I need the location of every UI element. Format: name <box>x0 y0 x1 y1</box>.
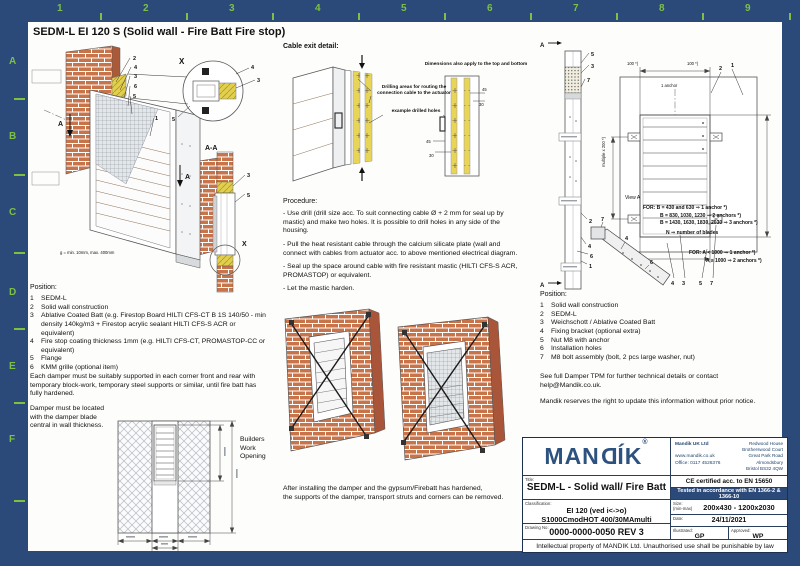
anchor-rule-note-2 <box>689 250 762 265</box>
callout-2: 2 <box>719 66 723 72</box>
page-title: SEDM-L EI 120 S (Solid wall - Fire Batt Fire stop) <box>33 26 286 38</box>
ruler-col-label: 3 <box>229 3 235 14</box>
callout-4: 4 <box>588 244 592 250</box>
list-item <box>540 337 788 346</box>
approved-cell <box>729 527 787 539</box>
procedure-step: - Let the mastic harden. <box>283 285 355 293</box>
ruler-tick <box>100 13 102 20</box>
list-item <box>540 354 788 363</box>
mandik-logo: MANDÍK® <box>544 439 649 469</box>
list-item <box>30 295 270 304</box>
address-line: Bristol BS32 4QW <box>745 465 783 471</box>
callout-3: 3 <box>257 78 261 84</box>
item-text: Weichschott / Ablative Coated Batt <box>551 319 656 327</box>
date-label: Date: <box>673 516 684 521</box>
address-line: Great Park Road <box>748 453 783 459</box>
callout-7: 7 <box>601 217 605 223</box>
section-arrow-label-a: A <box>185 174 191 181</box>
view-arrow-label-a: A <box>540 283 545 289</box>
item-number: 4 <box>540 327 544 335</box>
right-position-list <box>540 302 788 362</box>
item-text: Flange <box>41 355 62 363</box>
anchor-rule-line: FOR: B = 430 and 630 ⇒ 1 anchor *) <box>643 205 728 211</box>
sheet-content <box>28 22 782 551</box>
ruler-col-label: 6 <box>487 3 493 14</box>
list-item <box>30 312 270 338</box>
list-item <box>540 319 788 328</box>
tested-cell <box>671 488 787 500</box>
size-value: 200x430 - 1200x2030 <box>703 502 775 512</box>
procedure-step: - Seal up the space around cable with fire resistant mastic (HILTI CFS-S ACR, PROMASTOP) or equivalent. <box>283 263 518 279</box>
classification-cell <box>523 500 671 524</box>
drawing-no-cell <box>523 524 671 539</box>
address-line: Brotherswood Court <box>742 447 783 453</box>
illustrated-value: GP <box>694 532 705 540</box>
cable-exit-heading: Cable exit detail: <box>283 43 339 50</box>
callout-3: 3 <box>134 74 138 80</box>
approved-label: Approved: <box>731 528 751 533</box>
contact-cell <box>671 438 787 476</box>
drawing-title-cell <box>523 476 671 500</box>
ruler-tick <box>186 13 188 20</box>
section-a-a-label: A-A <box>205 145 218 152</box>
dim-100: 100 *) <box>627 61 639 66</box>
ruler-tick <box>272 13 274 20</box>
left-position-list <box>30 295 270 373</box>
callout-6: 6 <box>650 260 654 266</box>
right-position-heading: Position: <box>540 291 567 298</box>
callout-3: 3 <box>247 173 251 179</box>
ruler-row-label: C <box>9 207 17 218</box>
ruler-tick <box>14 402 25 404</box>
item-number: 5 <box>30 355 34 363</box>
ruler-tick <box>14 328 25 330</box>
procedure-step: - Pull the heat resistant cable through the calcium silicate plate (wall and connect with cables from actuator acc. to above mentioned electrical diagram. <box>283 240 518 257</box>
ruler-tick <box>616 13 618 20</box>
ruler-tick <box>358 13 360 20</box>
title-label: Title: <box>525 477 535 482</box>
item-text: Fixing bracket (optional extra) <box>551 327 641 335</box>
item-number: 1 <box>30 295 34 302</box>
callout-4: 4 <box>134 65 138 71</box>
ruler-col-label: 9 <box>745 3 751 14</box>
dims-apply-note: Dimensions also apply to the top and bottom <box>424 62 528 67</box>
anchor-rule-line: FOR: A < 1000 ⇒ 1 anchor *) <box>689 250 756 256</box>
illustrated-label: Illustrated: <box>673 528 693 533</box>
ce-cell <box>671 476 787 488</box>
item-text: Fire stop coating thickness 1mm (e.g. HILTI CFS-CT, PROMASTOP-CC or equivalent) <box>41 338 266 354</box>
callout-1: 1 <box>589 264 593 270</box>
anchor-rule-line: B = 830, 1030, 1230 ⇒ 2 anchors *) <box>660 212 742 219</box>
approved-value: WP <box>752 532 764 540</box>
item-number: 6 <box>30 364 34 371</box>
logo-cell <box>523 438 671 476</box>
item-number: 4 <box>30 338 34 346</box>
list-item <box>30 364 270 373</box>
company-web: www.mandik.co.uk <box>675 454 715 460</box>
item-number: 5 <box>540 336 544 344</box>
list-item <box>30 355 270 364</box>
view-arrow-label-a: A <box>540 43 545 49</box>
callout-4: 4 <box>625 236 629 242</box>
ruler-tick <box>789 13 791 20</box>
dim-100: 100 *) <box>687 61 699 66</box>
anchor-rule-line: B = 1430, 1630, 1830, 2030 ⇒ 3 anchors *) <box>660 220 758 226</box>
company-name: Mandik UK Ltd <box>675 442 709 447</box>
list-item <box>540 311 788 320</box>
blade-note: Damper must be located with the damper blade central in wall thickness. <box>30 405 105 430</box>
date-cell <box>671 515 787 527</box>
ruler-row-label: D <box>9 287 17 298</box>
dim-45: 45 <box>482 87 487 92</box>
drawing-title: SEDM-L - Solid wall/ Fire Batt <box>526 482 667 493</box>
item-number: 1 <box>540 302 544 309</box>
rights-note: Mandik reserves the right to update this information without prior notice. <box>540 398 756 405</box>
callout-2: 2 <box>589 219 593 225</box>
item-text: Installation holes <box>551 345 602 353</box>
anchor-rule-note <box>643 205 758 228</box>
left-isometric-drawing <box>30 44 270 294</box>
dim-30: 30 <box>429 153 434 158</box>
registered-mark: ® <box>642 439 649 446</box>
item-text: SEDM-L <box>551 310 577 318</box>
callout-5: 5 <box>591 52 595 58</box>
ruler-tick <box>530 13 532 20</box>
item-text: M8 bolt assembly (bolt, 2 pcs large washer, nut) <box>551 353 695 361</box>
ruler-tick <box>14 252 25 254</box>
ruler-col-label: 8 <box>659 3 665 14</box>
title-block <box>522 437 788 553</box>
tested-text: Tested in accordance with EN 1366-2 & 1366-10 <box>677 487 781 500</box>
ruler-col-label: 1 <box>57 3 63 14</box>
support-note: Each damper must be suitably supported in each corner front and rear with temporary block-work, temporary steel supports or similar, until fire batt has fully hardened. <box>30 373 257 398</box>
ruler-col-label: 4 <box>315 3 321 14</box>
callout-5: 5 <box>699 281 703 287</box>
detail-x-label: X <box>179 57 185 66</box>
list-item <box>540 345 788 354</box>
drilling-areas-note: Drilling areas for routing the connection cable to the actuator <box>377 85 451 96</box>
classification-line: EI 120 (ved i<->o) <box>566 506 627 515</box>
drilled-holes-note: example drilled holes <box>391 109 441 114</box>
multiple-note: multiple x 200 *) <box>601 136 606 167</box>
list-item <box>540 302 788 311</box>
dim-30: 30 <box>479 102 484 107</box>
blades-note: N ⇒ number of blades <box>666 230 719 236</box>
after-install-line: After installing the damper and the gypsum/Firebatt has hardened, <box>283 485 483 492</box>
ruler-row-label: F <box>9 434 16 445</box>
item-text: SEDM-L <box>41 295 67 302</box>
callout-1: 1 <box>155 116 159 122</box>
callout-5: 5 <box>247 193 251 199</box>
address-line: Redwood House <box>749 441 783 446</box>
drawing-no-label: Drawing No: <box>525 525 549 530</box>
callout-5: 5 <box>133 94 137 100</box>
dim-45: 45 <box>426 139 431 144</box>
contact-left <box>675 441 720 472</box>
callout-6: 6 <box>134 84 138 90</box>
after-install-note <box>283 485 543 502</box>
callout-6: 6 <box>590 254 594 260</box>
ruler-tick <box>14 174 25 176</box>
list-item <box>30 304 270 313</box>
after-install-line: the supports of the damper, transport struts and corners can be removed. <box>283 493 504 501</box>
item-number: 2 <box>30 303 34 311</box>
ruler-row-label: A <box>9 56 17 67</box>
item-number: 6 <box>540 345 544 353</box>
item-text: KMM grille (optional item) <box>41 364 119 371</box>
item-text: Solid wall construction <box>551 302 619 309</box>
ruler-tick <box>14 500 25 502</box>
callout-4: 4 <box>671 281 675 287</box>
ruler-col-label: 5 <box>401 3 407 14</box>
ruler-tick <box>14 98 25 100</box>
item-number: 7 <box>540 353 544 361</box>
ruler-row-label: B <box>9 131 17 142</box>
classification-label: Classification: <box>525 501 552 506</box>
drawing-number: 0000-0000-0050 REV 3 <box>549 526 644 537</box>
contact-note: See full Damper TPM for further technical details or contact help@Mandik.co.uk. <box>540 373 719 389</box>
anchor-note: 1 anchor <box>661 83 678 88</box>
procedure-list <box>283 210 525 294</box>
property-footer <box>523 539 787 552</box>
size-label: Size: (min-max) <box>673 501 693 511</box>
callout-7: 7 <box>710 281 714 287</box>
view-a-label: View A <box>625 195 641 201</box>
contact-address <box>742 441 783 472</box>
callout-5: 5 <box>172 117 176 123</box>
ce-text: CE certified acc. to EN 15650 <box>685 478 773 485</box>
callout-2: 2 <box>133 56 137 62</box>
ruler-row-label: E <box>9 361 16 372</box>
procedure-heading: Procedure: <box>283 198 318 205</box>
ruler-col-label: 7 <box>573 3 579 14</box>
callout-1: 1 <box>731 63 735 69</box>
gap-dimension-note: g = min. 10mm, max. 400mm <box>60 250 115 255</box>
date-value: 24/11/2021 <box>711 517 747 524</box>
company-phone: Office: 0117 4526376 <box>675 461 721 467</box>
item-number: 3 <box>540 319 544 327</box>
callout-7: 7 <box>587 78 591 84</box>
classification-line: S1000CmodHOT 400/30MAmulti <box>541 515 652 524</box>
item-number: 3 <box>30 312 34 320</box>
item-text: Ablative Coated Batt (e.g. Firestop Board HILTI CFS-CT B 1S 140/50 - min density 140kg/m3 + Firestop acrylic sealant HILTI CFS-S ACR or equivalent) <box>41 312 266 337</box>
callout-3: 3 <box>682 281 686 287</box>
builders-opening-label: Builders Work Opening <box>240 436 266 461</box>
ruler-tick <box>702 13 704 20</box>
ruler-tick <box>444 13 446 20</box>
item-number: 2 <box>540 310 544 318</box>
illustrated-cell <box>671 527 729 539</box>
cable-exit-drawing <box>283 53 528 198</box>
item-text: Solid wall construction <box>41 303 109 311</box>
address-line: Almondsbury <box>756 459 783 465</box>
detail-x-label: X <box>242 241 247 248</box>
section-arrow-label-a: A <box>58 121 64 128</box>
installation-views-drawing <box>283 305 528 483</box>
anchor-rule-line: A ≥ 1000 ⇒ 2 anchors *) <box>706 257 762 264</box>
procedure-step: - Use drill (drill size acc. To suit connecting cable Ø + 2 mm for seal up by mastic) and make two holes. It is possible to drill holes in any side of the housing. <box>283 210 504 235</box>
callout-4: 4 <box>251 65 255 71</box>
callout-3: 3 <box>591 64 595 70</box>
list-item <box>540 328 788 337</box>
ruler-col-label: 2 <box>143 3 149 14</box>
size-cell <box>671 500 787 515</box>
item-text: Nut M8 with anchor <box>551 336 610 344</box>
left-position-heading: Position: <box>30 284 57 291</box>
list-item <box>30 338 270 355</box>
property-footer-text: Intellectual property of MANDIK Ltd. Unauthorised use shall be punishable by law <box>536 542 774 550</box>
